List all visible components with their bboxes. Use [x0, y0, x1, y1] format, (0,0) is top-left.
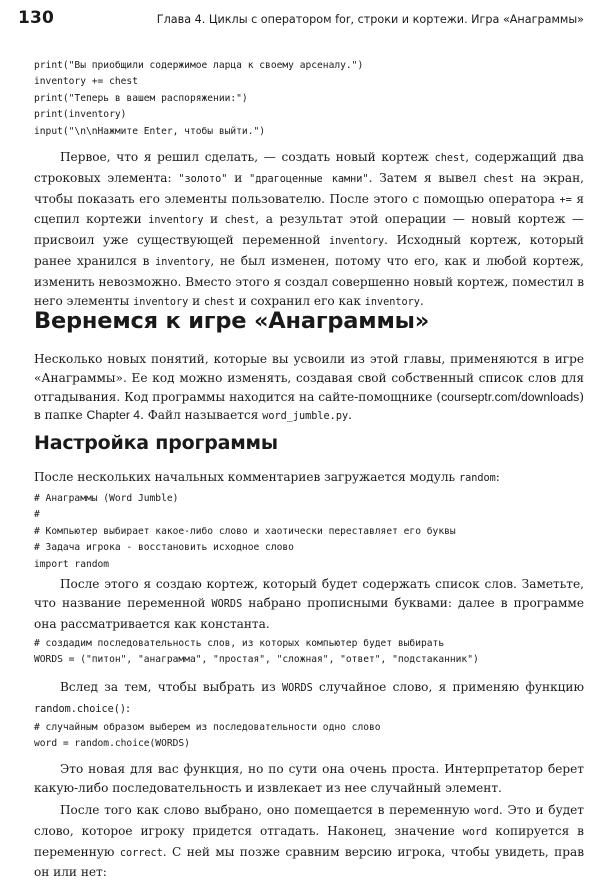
text: : [495, 470, 500, 484]
paragraph [34, 678, 584, 720]
paragraph [34, 350, 584, 427]
paragraph [34, 575, 584, 633]
section-heading: Вернемся к игре «Анаграммы» [34, 308, 430, 334]
paragraph [34, 801, 584, 882]
inline-code: "драгоценные камни" [249, 173, 369, 185]
paragraph [34, 148, 584, 312]
code-listing: # Анаграммы (Word Jumble) # # Компьютер выбирает какое-либо слово и хаотически переставляет его буквы # Задача игрока - восстановить исходное слово import random [34, 493, 456, 570]
text: и [227, 170, 250, 185]
text: . С ней мы позже сравним версию игрока, чтобы увидеть, прав он или нет: [34, 844, 585, 880]
text: После того как слово выбрано, оно помещается в переменную [60, 803, 475, 817]
text: на экран, чтобы показать его элементы пользователю. После этого с помощью оператора [34, 170, 585, 206]
url-text: courseptr.com/downloads [441, 389, 580, 404]
paragraph-word-variable [34, 801, 584, 882]
inline-code: chest [204, 296, 235, 308]
text: копируется в переменную [34, 823, 584, 859]
text: , не был изменен, потому что его, как и любой кортеж, изменить невозможно. Вместо этого я создал совершенно новый кортеж, поместил в него элементы [34, 253, 584, 308]
text: Вслед за тем, чтобы выбрать из [60, 680, 283, 694]
inline-code: correct [119, 847, 163, 859]
text: . Затем я вывел [368, 170, 484, 185]
inline-code: word_jumble.py [262, 411, 349, 423]
text: : [126, 700, 131, 715]
inline-code: random.choice() [34, 703, 127, 715]
inline-code: random [458, 473, 496, 484]
subsection-heading-block [34, 432, 584, 454]
text: Это новая для вас функция, но по сути она очень проста. Интерпретатор берет какую-либо последовательность и извлекает из нее случайный элемент. [34, 762, 584, 795]
inline-code: chest [483, 173, 514, 185]
subsection-heading: Настройка программы [34, 432, 278, 454]
paragraph-words-tuple [34, 575, 584, 633]
inline-code: inventory [133, 296, 189, 308]
inline-code: inventory [155, 256, 211, 268]
code-listing: print("Вы приобщили содержимое ларца к своему арсеналу.") inventory += chest print("Теперь в вашем распоряжении:") print(inventory) input("\n\nНажмите Enter, чтобы выйти.") [34, 60, 364, 137]
paragraph-setup [34, 468, 584, 489]
text: , содержащий два строковых элемента: [34, 150, 584, 185]
section-heading-block [34, 308, 584, 334]
inline-code: word [462, 826, 488, 838]
paragraph [34, 468, 584, 489]
inline-code: inventory [148, 215, 204, 227]
inline-code: inventory [328, 236, 385, 248]
folder-name: Chapter 4 [86, 408, 141, 423]
running-head: Глава 4. Циклы с оператором for, строки и кортежи. Игра «Анаграммы» [156, 13, 584, 26]
paragraph [34, 760, 584, 798]
text: . [348, 408, 352, 423]
text: ) в папке [34, 389, 584, 423]
text: я сцепил кортежи [34, 191, 584, 227]
text: После нескольких начальных комментариев загружается модуль [34, 470, 459, 484]
text: Первое, что я решил сделать, — создать новый кортеж [60, 150, 435, 164]
inline-code: WORDS [211, 598, 243, 610]
text: После этого я создаю кортеж, который будет содержать список слов. Заметьте, что название переменной [34, 577, 584, 610]
text: случайное слово, я применяю функцию [312, 680, 584, 694]
text: , а результат этой операции — новый кортеж — присвоил уже существующей переменной [34, 212, 584, 248]
paragraph-new-function [34, 760, 584, 798]
paragraph-chest-explanation [34, 148, 584, 312]
code-block-header [34, 491, 584, 573]
text: и [203, 212, 225, 227]
code-block-choice [34, 720, 584, 753]
code-listing: # случайным образом выберем из последовательности одно слово word = random.choice(WORDS) [34, 722, 381, 750]
text: набрано прописными буквами: далее в программе она рассматривается как константа. [34, 595, 584, 631]
inline-code: inventory [364, 296, 420, 308]
text: и сохранил его как [234, 293, 365, 308]
code-listing: # создадим последовательность слов, из которых компьютер будет выбирать WORDS = ("питон", "анаграмма", "простая", "сложная", "ответ", "подстаканник") [34, 638, 479, 666]
inline-code: += [559, 194, 572, 206]
text: Несколько новых понятий, которые вы усвоили из этой главы, применяются в игре «Анаграммы». Ее код можно изменять, создавая свой собственный список слов для отгадывания. Код программы находится на сайте-помощнике ( [34, 352, 584, 404]
code-block-inventory [34, 58, 584, 140]
code-block-words [34, 636, 584, 669]
inline-code: WORDS [282, 683, 313, 694]
page-number: 130 [18, 8, 55, 28]
inline-code: "золото" [178, 173, 228, 185]
inline-code: chest [434, 153, 466, 164]
inline-code: chest [224, 215, 256, 227]
page-header [18, 8, 584, 28]
text: . Это и будет слово, которое игроку придется отгадать. Наконец, значение [34, 803, 585, 838]
text: . [419, 293, 424, 308]
paragraph-random-choice [34, 678, 584, 720]
paragraph-game-intro [34, 350, 584, 427]
inline-code: word [474, 806, 499, 817]
text: и [188, 293, 205, 308]
text: . Исходный кортеж, который ранее хранился в [34, 233, 584, 268]
text: . Файл называется [140, 408, 263, 423]
